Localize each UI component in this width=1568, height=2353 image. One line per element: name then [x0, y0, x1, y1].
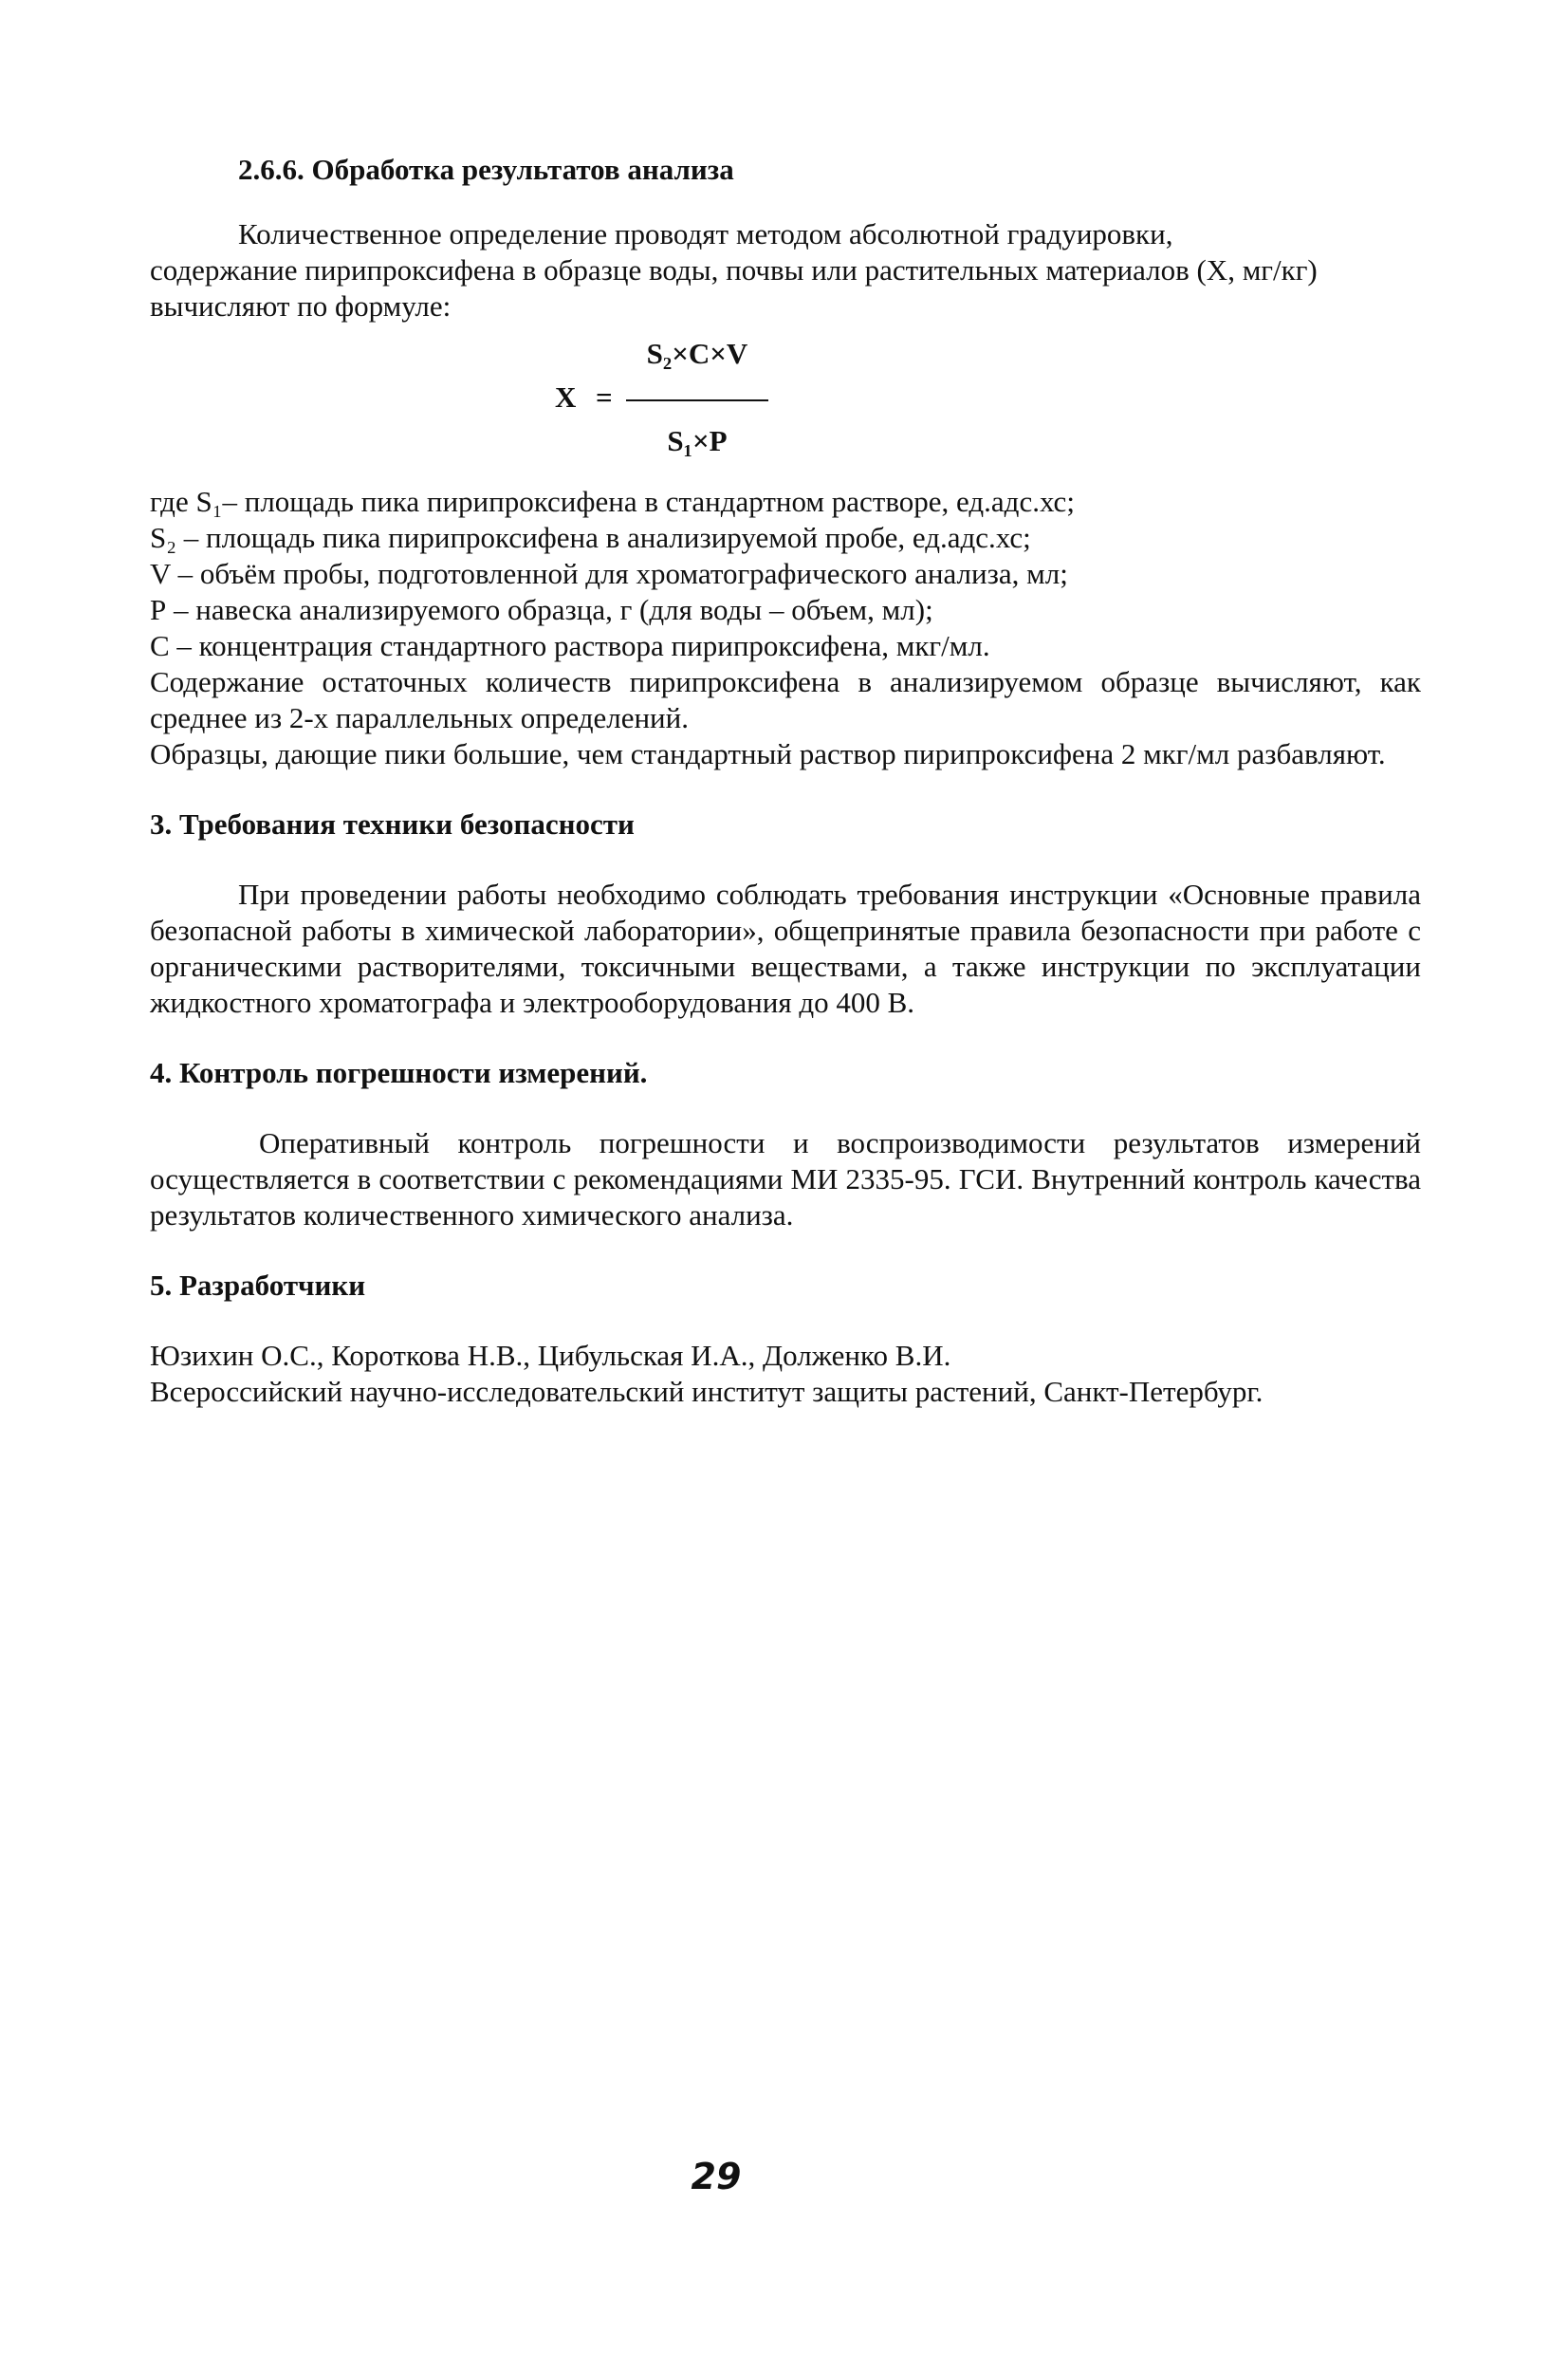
definition-s1: где S₁– площадь пика пирипроксифена в стандартном растворе, ед.адс.хс;: [150, 485, 1075, 518]
definition-s2: S₂ – площадь пика пирипроксифена в анализируемой пробе, ед.адс.хс;: [150, 521, 1031, 554]
formula-lhs: X: [555, 380, 577, 414]
safety-paragraph: При проведении работы необходимо соблюдать требования инструкции «Основные правила безопасной работы в химической лаборатории», общепринятые правила безопасности при работе с органическими растворителями, токсичными веществами, а также инструкции по эксплуатации жидкостного хроматографа и электрооборудования до 400 В.: [150, 878, 1421, 1019]
institute-line: Всероссийский научно-исследовательский институт защиты растений, Санкт-Петербург.: [150, 1375, 1264, 1408]
dilution-paragraph: Образцы, дающие пики большие, чем стандартный раствор пирипроксифена 2 мкг/мл разбавляют.: [150, 737, 1386, 770]
document-content: [150, 152, 1421, 1410]
formula-denominator: S₁×P: [667, 424, 728, 457]
authors-line: Юзихин О.С., Короткова Н.В., Цибульская И.А., Долженко В.И.: [150, 1339, 951, 1372]
formula-equals: =: [596, 380, 613, 414]
page-number: 29: [691, 2156, 742, 2197]
section-5-heading: 5. Разработчики: [150, 1269, 366, 1302]
definition-p: Р – навеска анализируемого образца, г (для воды – объем, мл);: [150, 593, 933, 626]
intro-line: содержание пирипроксифена в образце воды, почвы или растительных материалов (X, мг/кг): [150, 253, 1318, 287]
definition-v: V – объём пробы, подготовленной для хроматографического анализа, мл;: [150, 557, 1068, 590]
intro-line: вычисляют по формуле:: [150, 289, 452, 323]
section-4-heading: 4. Контроль погрешности измерений.: [150, 1056, 648, 1089]
calculation-formula: [150, 324, 1421, 484]
definition-c: С – концентрация стандартного раствора пирипроксифена, мкг/мл.: [150, 629, 990, 662]
error-control-paragraph: Оперативный контроль погрешности и воспроизводимости результатов измерений осуществляется в соответствии с рекомендациями МИ 2335-95. ГСИ. Внутренний контроль качества результатов количественного химического анализа.: [150, 1126, 1421, 1232]
formula-fraction-bar: [626, 399, 768, 401]
section-3-heading: 3. Требования техники безопасности: [150, 807, 635, 841]
variable-definitions: [150, 484, 1421, 664]
formula-numerator: S₂×C×V: [646, 337, 748, 370]
section-2-6-6-heading: 2.6.6. Обработка результатов анализа: [238, 153, 734, 186]
intro-line: Количественное определение проводят методом абсолютной градуировки,: [238, 217, 1173, 250]
intro-paragraph: [150, 216, 1421, 324]
average-paragraph: Содержание остаточных количеств пирипроксифена в анализируемом образце вычисляют, как среднее из 2-х параллельных определений.: [150, 665, 1421, 734]
